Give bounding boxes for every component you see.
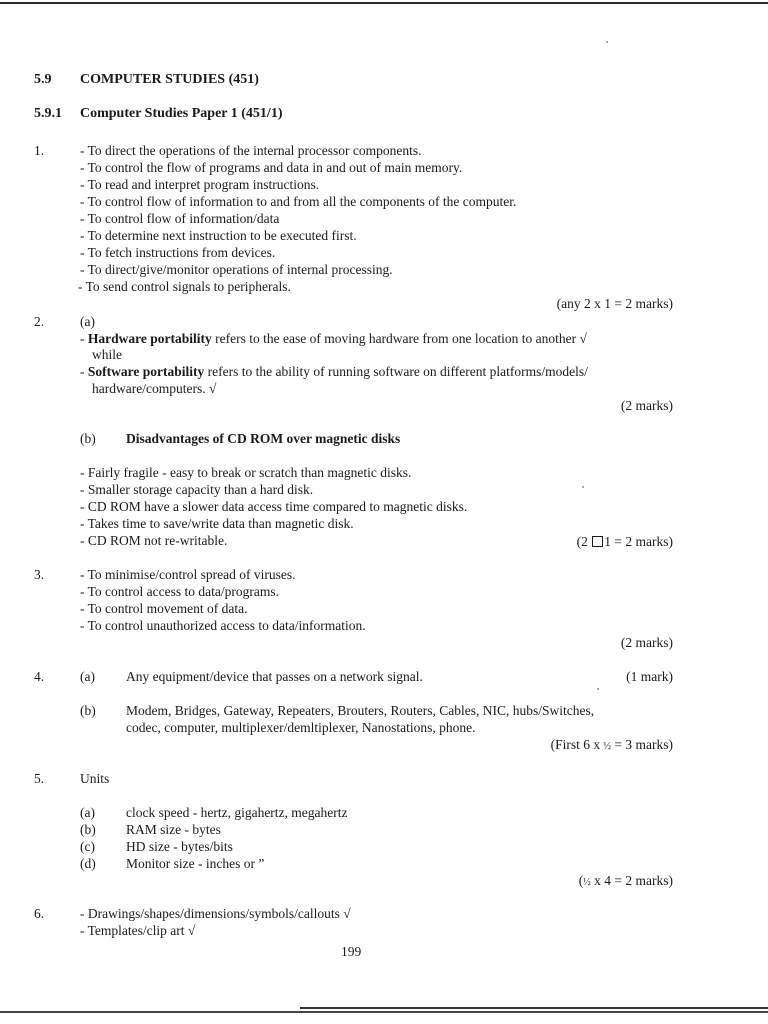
q1-item: - To control flow of information/data [80, 211, 280, 226]
q1-item: - To direct the operations of the internal processor components. [80, 143, 422, 158]
q5-marks-fraction: ½ [583, 877, 591, 888]
q1-item: - To control the flow of programs and data in and out of main memory. [80, 160, 463, 175]
software-portability-term: Software portability [87, 364, 205, 379]
top-border-line [0, 2, 768, 4]
q2-software-continuation: hardware/computers. √ [92, 381, 217, 396]
question-number-3: 3. [34, 567, 45, 582]
q2b-item: - Smaller storage capacity than a hard disk. [80, 482, 314, 497]
q6-item: - Drawings/shapes/dimensions/symbols/callouts √ [80, 906, 351, 921]
q1-item: - To control flow of information to and from all the components of the computer. [80, 194, 517, 209]
q4-part-a-text: Any equipment/device that passes on a network signal. [126, 669, 423, 684]
scan-speck [606, 41, 608, 43]
q5-item-label: (d) [80, 856, 96, 871]
question-number-5: 5. [34, 771, 45, 786]
q5-marks-suffix: x 4 = 2 marks) [590, 873, 673, 888]
q4b-marks-prefix: (First 6 x [550, 737, 604, 752]
scan-speck [582, 486, 584, 488]
q2-part-b-label: (b) [80, 431, 96, 446]
q4a-marks: (1 mark) [626, 669, 673, 684]
missing-glyph-box-icon [592, 536, 603, 547]
q2b-marks [577, 534, 673, 550]
question-number-1: 1. [34, 143, 45, 158]
q3-item: - To control access to data/programs. [80, 584, 279, 599]
section-number: 5.9 [34, 72, 52, 87]
q1-item: - To read and interpret program instructions. [80, 177, 320, 192]
page-number: 199 [341, 944, 362, 959]
q5-item-text: clock speed - hertz, gigahertz, megahertz [126, 805, 348, 820]
q1-item: - To send control signals to peripherals. [78, 279, 291, 294]
subsection-title: Computer Studies Paper 1 (451/1) [80, 106, 283, 121]
q2a-marks: (2 marks) [620, 398, 673, 413]
q2b-item: - CD ROM not re-writable. [80, 533, 228, 548]
q4-part-b-line2: codec, computer, multiplexer/demltiplexer, Nanostations, phone. [126, 720, 476, 735]
q2-hardware-portability: - Hardware portability refers to the ease of moving hardware from one location to another √ [80, 331, 587, 346]
q1-marks: (any 2 x 1 = 2 marks) [556, 296, 673, 311]
q2b-marks-prefix: (2 [576, 534, 588, 549]
q4b-marks-suffix: = 3 marks) [611, 737, 673, 752]
q3-item: - To control movement of data. [80, 601, 248, 616]
q5-item-text: Monitor size - inches or ” [126, 856, 265, 871]
q2b-marks-suffix: 1 = 2 marks) [604, 534, 673, 549]
q2b-item: - CD ROM have a slower data access time compared to magnetic disks. [80, 499, 468, 514]
q5-item-label: (b) [80, 822, 96, 837]
q4-part-b-line1: Modem, Bridges, Gateway, Repeaters, Brouters, Routers, Cables, NIC, hubs/Switches, [126, 703, 595, 718]
section-title: COMPUTER STUDIES (451) [80, 72, 259, 87]
q4-part-b-label: (b) [80, 703, 96, 718]
subsection-number: 5.9.1 [34, 106, 62, 121]
q1-item: - To fetch instructions from devices. [80, 245, 276, 260]
software-portability-text: refers to the ability of running software on different platforms/models/ [204, 364, 588, 379]
scan-speck [597, 688, 599, 690]
q5-item-text: HD size - bytes/bits [126, 839, 233, 854]
question-number-2: 2. [34, 314, 45, 329]
q5-heading: Units [80, 771, 110, 786]
q5-marks [579, 873, 673, 891]
hardware-portability-term: Hardware portability [87, 331, 212, 346]
bottom-border-line [0, 1011, 768, 1013]
q6-item: - Templates/clip art √ [80, 923, 196, 938]
q5-marks-prefix: ( [578, 873, 584, 888]
q1-item: - To direct/give/monitor operations of internal processing. [80, 262, 393, 277]
q4b-marks-fraction: ½ [603, 741, 612, 752]
question-number-6: 6. [34, 906, 45, 921]
q2b-item: - Fairly fragile - easy to break or scratch than magnetic disks. [80, 465, 412, 480]
q2-hardware-continuation: while [92, 347, 122, 362]
q3-item: - To minimise/control spread of viruses. [80, 567, 296, 582]
q2-part-b-title: Disadvantages of CD ROM over magnetic disks [126, 431, 401, 446]
q3-item: - To control unauthorized access to data/information. [80, 618, 366, 633]
bottom-border-line [300, 1007, 768, 1009]
q2-part-a-label: (a) [80, 314, 95, 329]
q4b-marks [551, 737, 673, 755]
question-number-4: 4. [34, 669, 45, 684]
q5-item-label: (c) [80, 839, 95, 854]
q4-part-a-label: (a) [80, 669, 95, 684]
q1-item: - To determine next instruction to be executed first. [80, 228, 357, 243]
q3-marks: (2 marks) [620, 635, 673, 650]
hardware-portability-text: refers to the ease of moving hardware from one location to another √ [211, 331, 587, 346]
q5-item-label: (a) [80, 805, 95, 820]
q2-software-portability: - Software portability refers to the ability of running software on different platforms/models/ [80, 364, 588, 379]
q5-item-text: RAM size - bytes [126, 822, 221, 837]
q2b-item: - Takes time to save/write data than magnetic disk. [80, 516, 354, 531]
